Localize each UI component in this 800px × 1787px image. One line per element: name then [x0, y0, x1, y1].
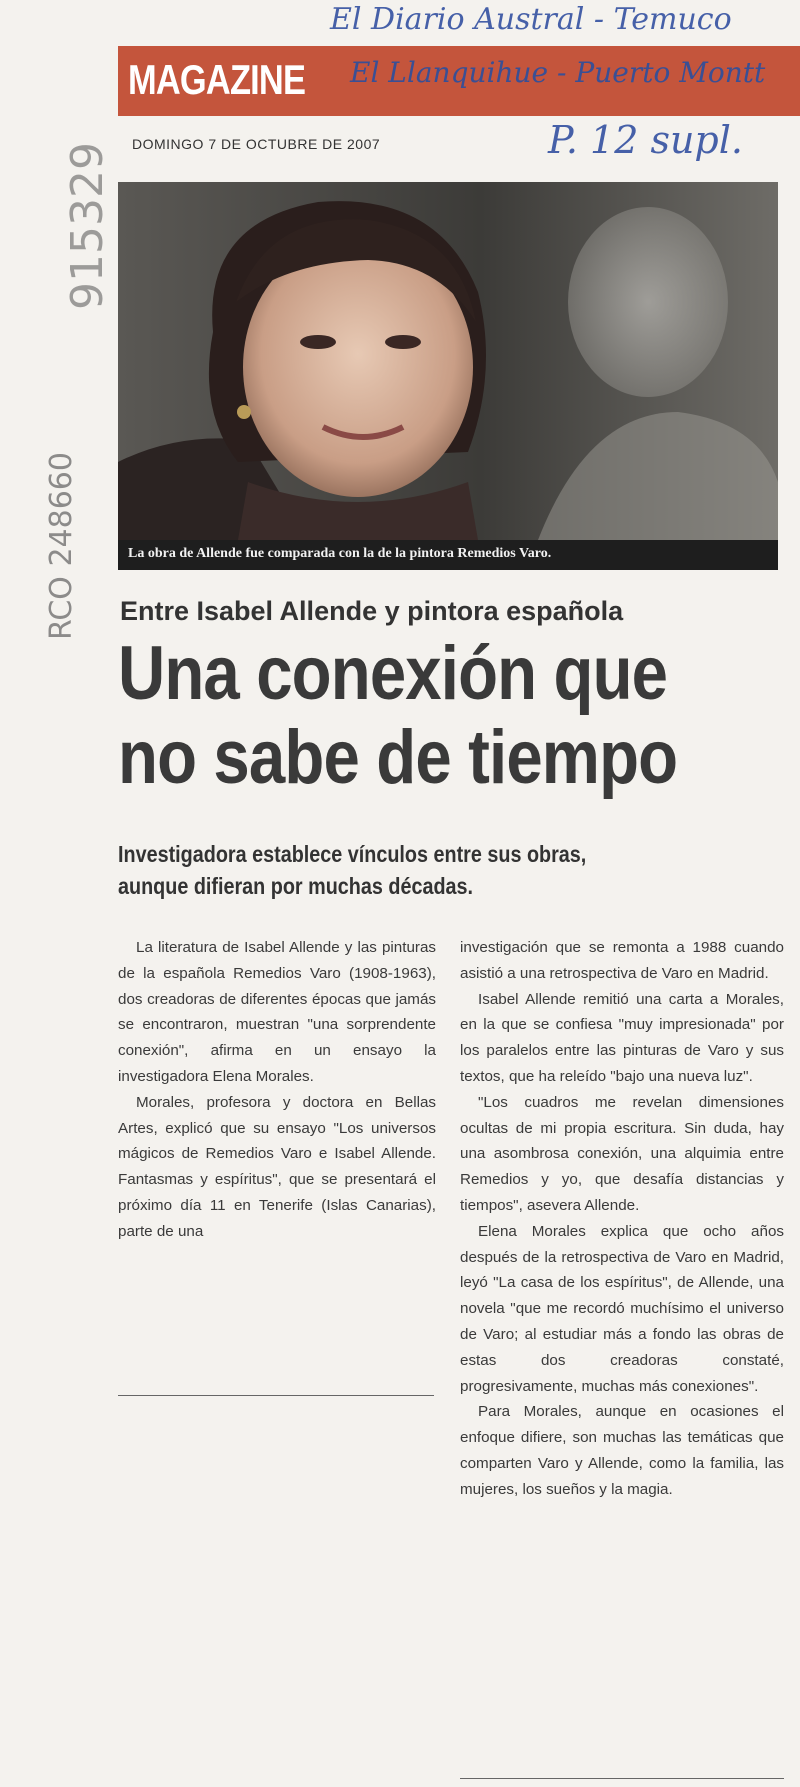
margin-code: RCO 248660	[44, 452, 79, 640]
deck-line: Investigadora establece vínculos entre sus obras,	[118, 841, 587, 867]
portrait-photo	[118, 182, 778, 540]
column-divider	[118, 1395, 434, 1396]
headline-line: Una conexión que	[118, 631, 668, 716]
handwritten-page-note: P. 12 supl.	[548, 118, 743, 162]
paragraph: "Los cuadros me revelan dimensiones ocultas de mi propia escritura. Sin duda, hay una asombrosa conexión, una alquimia entre Remedios y yo, que desafía distancias y tiempos", asevera Allende.	[460, 1093, 784, 1214]
paragraph: Elena Morales explica que ocho años después de la retrospectiva de Varo en Madrid, leyó "La casa de los espíritus", de Allende, una novela "que me recordó muchísimo el universo de Varo; al estudiar más a fondo las obras de estas dos creadoras constaté, progresivamente, muchas más conexiones".	[460, 1222, 784, 1395]
article-column-left	[118, 935, 436, 1245]
dateline: DOMINGO 7 DE OCTUBRE DE 2007	[132, 136, 381, 152]
portrait-image	[118, 182, 778, 540]
section-label: MAGAZINE	[128, 56, 306, 103]
handwritten-source-note: El Diario Austral - Temuco	[330, 2, 732, 37]
headline	[118, 632, 798, 800]
margin-number: 915329	[62, 142, 113, 310]
deck-line: aunque difieran por muchas décadas.	[118, 873, 474, 899]
paragraph: Morales, profesora y doctora en Bellas Artes, explicó que su ensayo "Los universos mágicos de Remedios Varo e Isabel Allende. Fantasmas y espíritus", que se presentará el próximo día 11 en Tenerife (Islas Canarias), parte de una	[118, 1093, 436, 1240]
paragraph: La literatura de Isabel Allende y las pinturas de la española Remedios Varo (1908-1963), dos creadoras de diferentes épocas que jamás se encontraron, muestran "una sorprendente conexión", afirma en un ensayo la investigadora Elena Morales.	[118, 939, 436, 1085]
kicker: Entre Isabel Allende y pintora española	[120, 596, 624, 626]
handwritten-supplement-note: El Llanquihue - Puerto Montt	[350, 56, 766, 89]
end-rule	[460, 1778, 784, 1779]
caption-bar	[118, 540, 778, 570]
paragraph: investigación que se remonta a 1988 cuando asistió a una retrospectiva de Varo en Madrid.	[460, 939, 784, 982]
article-column-right	[460, 935, 784, 1503]
headline-line: no sabe de tiempo	[118, 715, 678, 800]
deck	[118, 838, 800, 902]
paragraph: Isabel Allende remitió una carta a Morales, en la que se confiesa "muy impresionada" por los paralelos entre las pinturas de Varo y sus textos, que ha releído "bajo una nueva luz".	[460, 990, 784, 1085]
photo-caption: La obra de Allende fue comparada con la de la pintora Remedios Varo.	[128, 546, 552, 561]
paragraph: Para Morales, aunque en ocasiones el enfoque difiere, son muchas las temáticas que comparten Varo y Allende, como la familia, las mujeres, los sueños y la magia.	[460, 1403, 784, 1498]
